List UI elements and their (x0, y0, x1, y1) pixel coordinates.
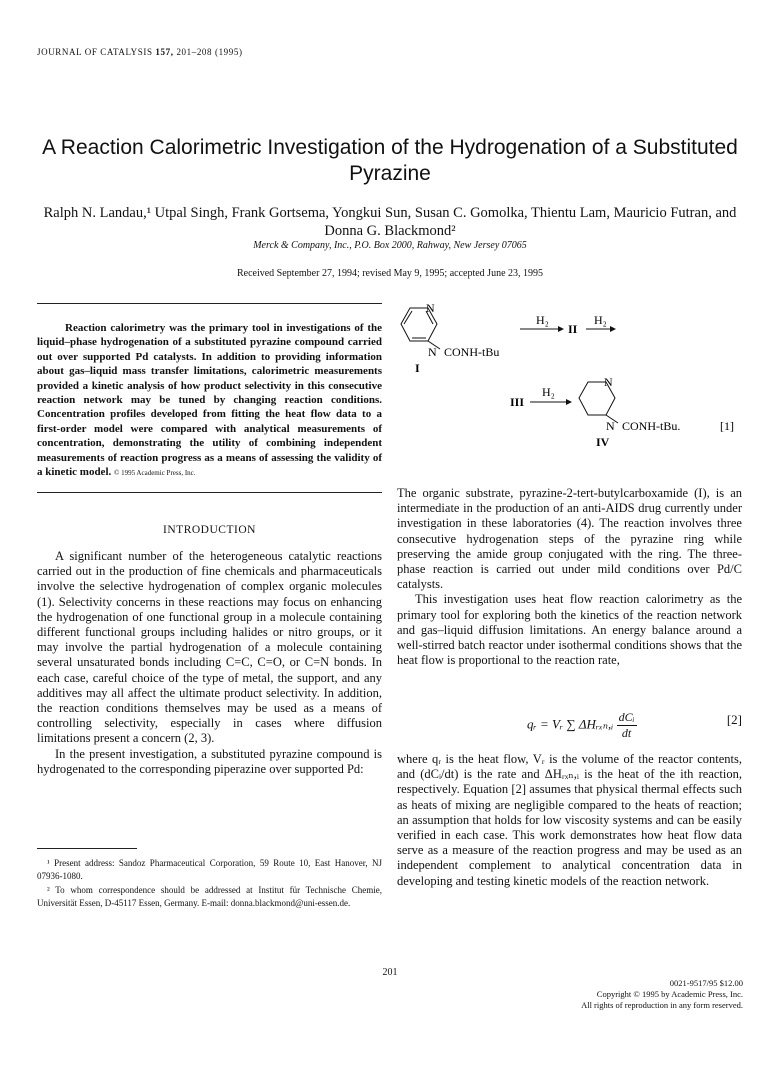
abstract-text: Reaction calorimetry was the primary tool in investigations of the liquid–phase hydrogenation of a substituted pyrazine compound carried out over supported Pd catalysts. In addition to providing information about gas–liquid mass transfer limitations, calorimetric measurements provided a kinetic analysis of how product selectivity in this consecutive reaction network may be tuned by changing reaction conditions. Concentration profiles developed from fitting the heat flow data to a first-order model were compared with analytical measurements of concentration, demonstrating the utility of combining independent measurements of reaction progress as a means of assessing the validity of a kinetic model. (37, 322, 382, 479)
footnote-1: ¹ Present address: Sandoz Pharmaceutical Corporation, 59 Route 10, East Hanover, NJ 07936-1080. (37, 858, 382, 881)
introduction-heading: INTRODUCTION (163, 524, 256, 536)
journal-name: JOURNAL OF CATALYSIS (37, 47, 153, 57)
right-column-top (397, 486, 742, 668)
footnote-2: ² To whom correspondence should be addressed at Institut für Technische Chemie, Universität Essen, D-45117 Essen, Germany. E-mail: donna.blackmond@uni-essen.de. (37, 885, 382, 908)
right-paragraph-1: The organic substrate, pyrazine-2-tert-butylcarboxamide (I), is an intermediate in the production of an anti-AIDS drug currently under investigation in these laboratories (4). The reaction involves three consecutive hydrogenation steps of the pyrazine ring while preserving the amide group conjugated with the ring. The three-phase reaction is carried out under mild conditions over Pd/C catalysts. (397, 486, 742, 592)
ring-IV-N-top: N (604, 375, 613, 389)
authors: Ralph N. Landau,¹ Utpal Singh, Frank Gortsema, Yongkui Sun, Susan C. Gomolka, Thientu Lam, Mauricio Futran, and Donna G. Blackmond² (43, 205, 737, 239)
label-II: II (568, 322, 578, 336)
equation-1-number: [1] (720, 419, 734, 433)
equation-2-number: [2] (726, 712, 742, 727)
arrow-2-h2: H₂ (594, 313, 607, 327)
arrow-1-head (558, 326, 564, 332)
right-paragraph-3: where qᵣ is the heat flow, Vᵣ is the volume of the reactor contents, and (dCᵢ/dt) is the rate and ΔHᵣₓₙ,ᵢ is the heat of the ith reaction, respectively. Equation [2] assumes that physical thermal effects such as heats of mixing are negligible compared to the heats of reaction; an assumption that holds for low viscosity systems and can be easily verified in each case. This work demonstrates how heat flow data serve as a measure of the reaction progress and may be used as an independent complement to analytical concentration data in developing and testing kinetic models of the reaction network. (397, 752, 742, 888)
substituent-I: CONH-tBu (444, 345, 500, 359)
paper-title: A Reaction Calorimetric Investigation of the Hydrogenation of a Substituted Pyrazine (42, 136, 738, 185)
right-column-bottom (397, 752, 742, 889)
footnotes (37, 857, 382, 911)
abstract (37, 321, 382, 480)
equation-2-lhs: qᵣ = Vᵣ ∑ ΔHᵣₓₙ,ᵢ (527, 716, 614, 732)
equation-2-numerator: dCᵢ (618, 710, 635, 724)
arrow-3-h2: H₂ (542, 385, 555, 399)
footnote-rule (37, 848, 137, 849)
right-paragraph-2: This investigation uses heat flow reaction calorimetry as the primary tool for exploring both the kinetics of the reaction network and gas–liquid diffusion limitations. An energy balance around a well-stirred batch reactor under isothermal conditions shows that the heat flow is proportional to the reaction rate, (397, 592, 742, 668)
label-IV: IV (596, 435, 610, 449)
page-number: 201 (382, 967, 398, 978)
journal-pages: 201–208 (1995) (176, 47, 243, 57)
label-I: I (415, 361, 420, 375)
arrow-2-head (610, 326, 616, 332)
received-dates: Received September 27, 1994; revised May 9, 1995; accepted June 23, 1995 (236, 268, 544, 279)
abstract-top-rule (37, 303, 382, 304)
copyright-line-3: All rights of reproduction in any form reserved. (581, 1000, 743, 1010)
copyright-block (581, 978, 743, 1011)
intro-paragraph-1: A significant number of the heterogeneous catalytic reactions carried out in the production of fine chemicals and pharmaceuticals involve the selective hydrogenation of complex organic molecules (1). Selectivity concerns in these reactions may focus on enhancing the hydrogenation of one functional group in a molecule containing different functional groups including halides or nitro groups, or it may involve the partial hydrogenation of a molecule containing several unsaturated bonds including C=C, C=O, or C=N bonds. In each case, careful choice of the type of metal, the support, and any additives may all affect the ultimate product selectivity. In addition, the reaction conditions themselves may be used as a means of controlling selectivity, especially in cases where diffusion limitations present a concern (2, 3). (37, 549, 382, 746)
substituent-IV: CONH-tBu. (622, 419, 681, 433)
label-III: III (510, 395, 525, 409)
journal-header (37, 47, 243, 57)
reaction-scheme (390, 296, 745, 482)
affiliation: Merck & Company, Inc., P.O. Box 2000, Rahway, New Jersey 07065 (253, 240, 527, 251)
equation-2-fraction (617, 710, 637, 741)
left-column (37, 549, 382, 777)
equation-2-denominator: dt (621, 726, 632, 740)
abstract-copyright: © 1995 Academic Press, Inc. (114, 469, 196, 478)
equation-2 (397, 700, 742, 740)
arrow-1-h2: H₂ (536, 313, 549, 327)
arrow-3-head (566, 399, 572, 405)
abstract-bottom-rule (37, 492, 382, 493)
ring-I-N-top: N (426, 301, 435, 315)
ring-IV-N-bottom: N (606, 419, 615, 433)
journal-volume: 157, (155, 47, 174, 57)
copyright-line-1: 0021-9517/95 $12.00 (669, 978, 743, 988)
equation-2-body (527, 710, 637, 741)
copyright-line-2: Copyright © 1995 by Academic Press, Inc. (596, 989, 743, 999)
intro-paragraph-2: In the present investigation, a substituted pyrazine compound is hydrogenated to the corresponding piperazine over supported Pd: (37, 746, 382, 776)
ring-I-N-bottom: N (428, 345, 437, 359)
